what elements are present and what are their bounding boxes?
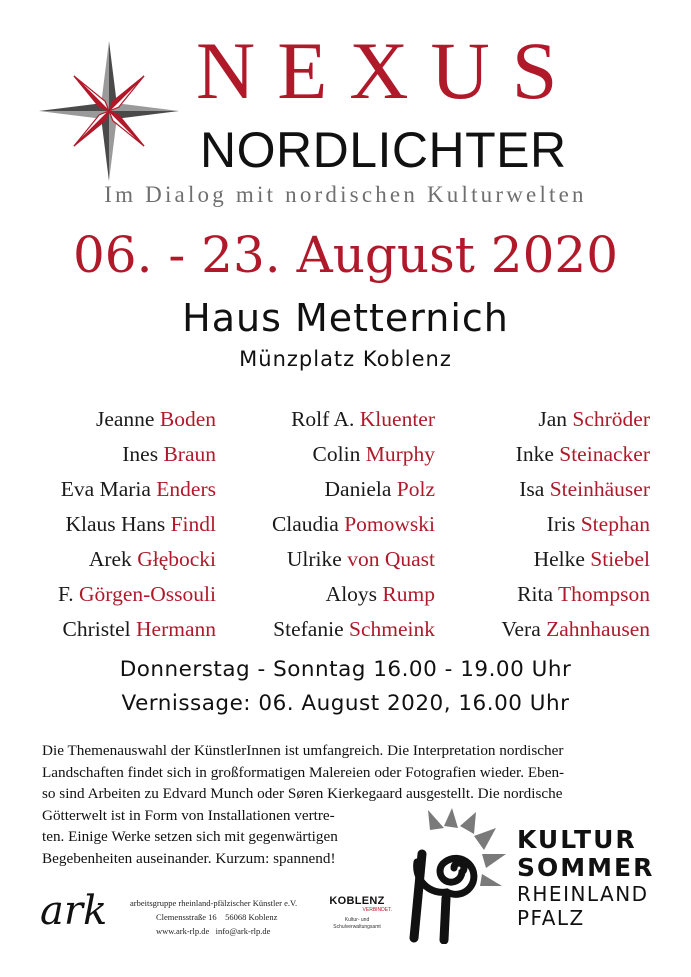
artist-first-name: Aloys bbox=[325, 582, 378, 606]
title-nexus: NEXUS bbox=[196, 25, 580, 116]
artist-last-name: Thompson bbox=[558, 582, 650, 606]
artist-last-name: Hermann bbox=[136, 617, 216, 641]
artist-name bbox=[501, 542, 650, 577]
koblenz-department: Kultur- und Schulverwaltungsamt bbox=[333, 917, 381, 930]
artist-name bbox=[58, 507, 216, 542]
artist-name bbox=[272, 472, 435, 507]
description-line: so sind Arbeiten zu Edvard Munch oder Søren Kierkegaard ausgestellt. Die nordische bbox=[42, 785, 563, 802]
artist-name bbox=[501, 507, 650, 542]
ks-line-rheinland: RHEINLAND bbox=[517, 882, 649, 906]
artist-name bbox=[58, 612, 216, 647]
artist-name bbox=[501, 437, 650, 472]
koblenz-wordmark: KOBLENZ bbox=[329, 895, 385, 907]
artist-last-name: Głębocki bbox=[137, 547, 216, 571]
koblenz-logo bbox=[322, 895, 392, 931]
description-line: Götterwelt ist in Form von Installationen vertre- bbox=[42, 806, 335, 824]
artist-name bbox=[58, 472, 216, 507]
artist-last-name: Steinacker bbox=[559, 442, 650, 466]
artist-first-name: Ulrike bbox=[286, 547, 342, 571]
ark-address bbox=[130, 896, 297, 938]
artist-last-name: Stiebel bbox=[590, 547, 650, 571]
description-line: Die Themenauswahl der KünstlerInnen ist umfangreich. Die Interpretation nordischer bbox=[42, 742, 564, 759]
artist-name bbox=[501, 612, 650, 647]
artist-column-2 bbox=[272, 402, 435, 647]
kultursommer-logo bbox=[517, 826, 654, 930]
tagline: Im Dialog mit nordischen Kulturwelten bbox=[104, 182, 587, 207]
artist-first-name: Iris bbox=[546, 512, 576, 536]
artist-name bbox=[58, 577, 216, 612]
artist-first-name: Arek bbox=[88, 547, 132, 571]
artist-first-name: Inke bbox=[515, 442, 554, 466]
artist-column-1 bbox=[58, 402, 216, 647]
artist-first-name: Colin bbox=[312, 442, 361, 466]
artist-name bbox=[501, 577, 650, 612]
artist-last-name: Braun bbox=[163, 442, 216, 466]
artist-first-name: Claudia bbox=[271, 512, 339, 536]
city: 56068 Koblenz bbox=[225, 912, 278, 922]
artist-first-name: Klaus Hans bbox=[65, 512, 166, 536]
artist-last-name: Schröder bbox=[572, 407, 650, 431]
ark-logo: ark bbox=[40, 888, 108, 934]
ks-line-pfalz: PFALZ bbox=[517, 906, 585, 930]
artist-last-name: Steinhäuser bbox=[549, 477, 650, 501]
artist-first-name: Daniela bbox=[324, 477, 392, 501]
description-line: Begebenheiten auseinander. Kurzum: spannend! bbox=[42, 849, 336, 867]
email-link[interactable]: info@ark-rlp.de bbox=[215, 926, 271, 936]
subtitle-nordlichter: NORDLICHTER bbox=[200, 122, 567, 178]
event-venue: Haus Metternich bbox=[182, 296, 509, 340]
artist-name bbox=[272, 577, 435, 612]
artist-last-name: Görgen-Ossouli bbox=[79, 582, 216, 606]
street-city bbox=[130, 910, 297, 924]
artist-last-name: Zahnhausen bbox=[546, 617, 650, 641]
artist-column-3 bbox=[501, 402, 650, 647]
artist-last-name: Schmeink bbox=[349, 617, 435, 641]
description-line: Landschaften findet sich in großformatigen Malereien oder Fotografien wieder. Eben- bbox=[42, 763, 565, 781]
event-location: Münzplatz Koblenz bbox=[239, 347, 452, 371]
artist-name bbox=[58, 402, 216, 437]
artist-last-name: Rump bbox=[382, 582, 435, 606]
artist-name bbox=[501, 402, 650, 437]
artist-last-name: Pomowski bbox=[344, 512, 435, 536]
artist-last-name: Murphy bbox=[365, 442, 435, 466]
vernissage-info: Vernissage: 06. August 2020, 16.00 Uhr bbox=[121, 691, 570, 716]
artist-last-name: von Quast bbox=[347, 547, 435, 571]
artist-first-name: F. bbox=[58, 582, 74, 606]
artist-first-name: Helke bbox=[533, 547, 585, 571]
contact bbox=[130, 924, 297, 938]
ks-line-kultur: KULTUR bbox=[517, 825, 637, 854]
sun-spiral-icon bbox=[404, 806, 514, 944]
artist-name bbox=[58, 542, 216, 577]
opening-hours: Donnerstag - Sonntag 16.00 - 19.00 Uhr bbox=[119, 657, 572, 682]
event-dates: 06. - 23. August 2020 bbox=[72, 226, 619, 284]
artist-first-name: Isa bbox=[519, 477, 545, 501]
artist-name bbox=[272, 612, 435, 647]
artist-last-name: Boden bbox=[159, 407, 216, 431]
artist-first-name: Rolf A. bbox=[291, 407, 355, 431]
artist-name bbox=[272, 437, 435, 472]
artist-last-name: Findl bbox=[170, 512, 216, 536]
artist-first-name: Stefanie bbox=[273, 617, 344, 641]
artist-name bbox=[501, 472, 650, 507]
website-link[interactable]: www.ark-rlp.de bbox=[156, 926, 210, 936]
artist-name bbox=[272, 542, 435, 577]
artist-last-name: Polz bbox=[396, 477, 435, 501]
ks-line-sommer: SOMMER bbox=[517, 853, 655, 882]
artist-name bbox=[272, 402, 435, 437]
artist-last-name: Enders bbox=[156, 477, 216, 501]
artist-first-name: Eva Maria bbox=[60, 477, 151, 501]
compass-rose-icon bbox=[36, 38, 182, 184]
artist-first-name: Vera bbox=[501, 617, 541, 641]
artist-name bbox=[58, 437, 216, 472]
org-name: arbeitsgruppe rheinland-pfälzischer Künstler e.V. bbox=[130, 898, 298, 908]
artist-first-name: Christel bbox=[62, 617, 131, 641]
koblenz-slogan: VERBINDET. bbox=[362, 907, 392, 913]
artist-last-name: Stephan bbox=[580, 512, 650, 536]
artist-first-name: Jeanne bbox=[95, 407, 155, 431]
artist-first-name: Jan bbox=[538, 407, 567, 431]
artist-name bbox=[272, 507, 435, 542]
artist-first-name: Ines bbox=[122, 442, 159, 466]
artist-last-name: Kluenter bbox=[359, 407, 435, 431]
description-line: ten. Einige Werke setzen sich mit gegenwärtigen bbox=[42, 828, 338, 845]
artist-first-name: Rita bbox=[517, 582, 554, 606]
street: Clemensstraße 16 bbox=[156, 912, 217, 922]
